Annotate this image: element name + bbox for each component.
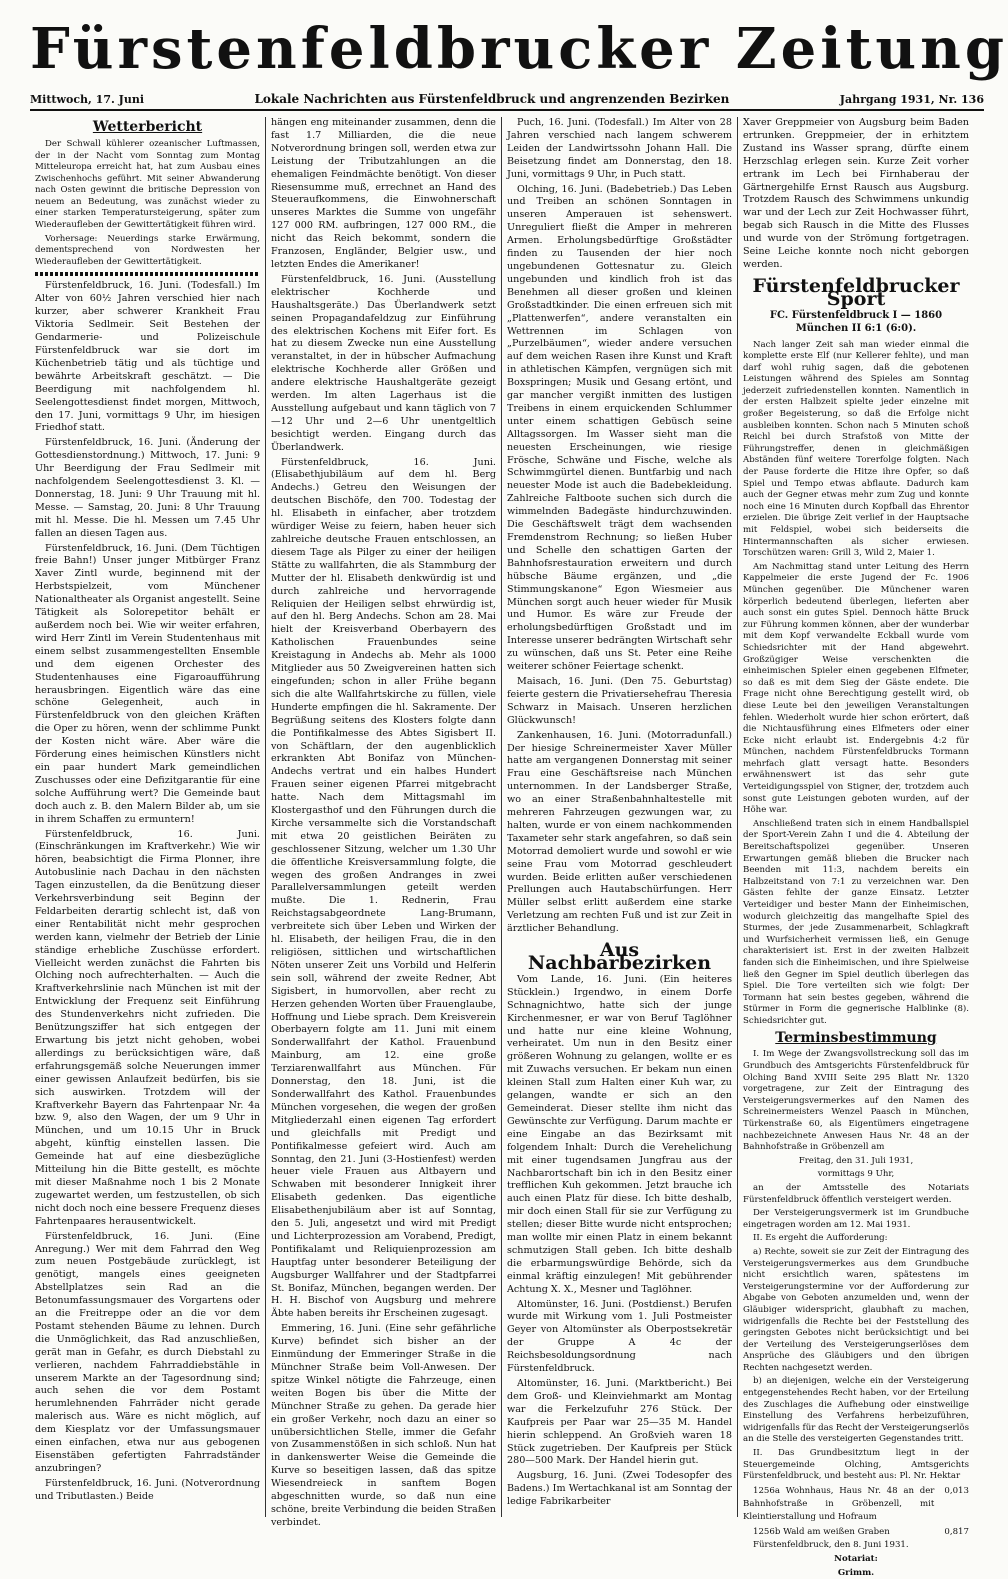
weather-heading: Wetterbericht: [92, 119, 203, 135]
article-paragraph: Am Nachmittag stand unter Leitung des Herrn Kappelmeier die erste Jugend der Fc. 1906 München gegenüber. Die Münchener waren körperlich bedeutend überlegen, lieferten aber auch sonst ein gutes Spiel. Dennoch hätte Bruck zur Führung kommen können, aber der wunderbar mit dem Kopf verwandelte Eckball wurde vom Schiedsrichter mit der Hand abgewehrt. Großzügiger Weise verschenkten die einheimischen Spieler einen gegebenen Elfmeter, so daß es mit dem Sieg der Gäste endete. Die Frage nicht ohne Berechtigung gestellt wird, ob diese Leute bei den jeweiligen Veranstaltungen fehlen. Wiederholt wurde hier schon erörtert, daß die Nichtausführung eines Elfmeters oder einer Ecke nicht erlaubt ist. Endergebnis 4:2 für München, nachdem Fürstenfeldbrucks Tormann mehrfach glatt versagt hatte. Besonders erwähnenswert ist das sehr gute Verteidigungsspiel von Stigner, der, trotzdem auch sonst gute Leistungen geboten wurden, auf der Höhe war.: [743, 561, 969, 816]
column-4: [738, 117, 974, 1578]
weather-forecast: Vorhersage: Neuerdings starke Erwärmung, dementsprechend von Nordwesten her Wiederaufleben der Gewittertätigkeit.: [35, 233, 260, 267]
notice-paragraph: an der Amtsstelle des Notariats Fürstenfeldbruck öffentlich versteigert werden.: [743, 1182, 969, 1205]
weather-text: Der Schwall kühlerer ozeanischer Luftmassen, der in der Nacht vom Sonntag zum Montag Mitteleuropa erreicht hat, hat zum Ausbau eines Zwischenhochs geführt. Mit seiner Abwanderung nach Osten gewinnt die britische Depression von neuem an Bedeutung, was zunächst wieder zu einer starken Temperatursteigerung, später zum Wiederaufleben der Gewittertätigkeit führen wird.: [35, 138, 260, 231]
article-paragraph: hängen eng miteinander zusammen, denn die fast 1.7 Milliarden, die die neue Notverordnung bringen soll, werden etwa zur Leistung der Tributzahlungen an die ehemaligen Feindmächte benötigt. Von dieser Riesensumme muß, errechnet an Hand des Steueraufkommens, die Einwohnerschaft unseres Marktes die Summe von ungefähr 127 000 RM. aufbringen, 127 000 RM., die nicht das Reich bekommt, sondern die Franzosen, Engländer, Belgier usw., und letzten Endes die Amerikaner!: [271, 117, 496, 270]
section-divider: [35, 272, 260, 276]
article-paragraph: Nach langer Zeit sah man wieder einmal die komplette erste Elf (nur Kellerer fehlte), und man darf wohl ruhig sagen, daß die gebotenen Leistungen während des Spieles am Sonntag jederzeit zufriedenstellen konnten. Namentlich in der ersten Halbzeit spielte jeder einzelne mit großer Begeisterung, so daß die Erfolge nicht ausbleiben konnten. Schon nach 5 Minuten schoß Reichl bei durch Strafstoß von Mitte der Führungstreffer, denen in gleichmäßigen Abständen fünf weitere Torerfolge folgten. Nach der Pause forderte die Hitze ihre Opfer, so daß Spiel und Tempo etwas abflaute. Dadurch kam auch der Gegner etwas mehr zum Zug und konnte noch eine 16 Minuten durch Kopfball das Ehrentor erzielen. Die übrige Zeit verlief in der Hauptsache mit Feldspiel, wobei sich beiderseits die Hintermannschaften als sicher erwiesen. Torschützen waren: Grill 3, Wild 2, Maier 1.: [743, 339, 969, 559]
article-paragraph: Fürstenfeldbruck, 16. Juni. (Todesfall.) Im Alter von 60½ Jahren verschied hier nach kurzer, aber schwerer Krankheit Frau Viktoria Sedlmeir. Seit Bestehen der Gendarmerie- und Polizeischule Fürstenfeldbruck war sie dort im Küchenbetrieb tätig und als tüchtige und bewährte Arbeitskraft geschätzt. — Die Beerdigung mit nachfolgendem hl. Seelengottesdienst findet morgen, Mittwoch, den 17. Juni, vormittags 9 Uhr, im hiesigen Friedhof statt.: [35, 280, 260, 434]
article-paragraph: Anschließend traten sich in einem Handballspiel der Sport-Verein Zahn I und die 4. Abteilung der Bereitschaftspolizei gegenüber. Unseren Erwartungen gemäß blieben die Brucker nach Beenden mit 11:3, nachdem bereits ein Halbzeitstand von 7:1 zu verzeichnen war. Den Gästen fehlte der ganze Einsatz. Letzter Verteidiger und bester Mann der Einheimischen, wodurch gleichzeitig das mangelhafte Spiel des Sturmes, der jede Zusammenarbeit, Schlagkraft und Wurfsicherheit vermissen ließ, ein Genuge charakterisiert ist. Erst in der zweiten Halbzeit fanden sich die Einheimischen, und ihre Spielweise ließ den Gegner im Spiel deutlich überlegen das Spiel. Die Tore verteilten sich wie folgt: Der Tormann hat sein bestes gegeben, während die Stürmer in Form die gegnerische Halblinke (8). Schiedsrichter gut.: [743, 818, 969, 1026]
property-label: 1256a Wohnhaus, Haus Nr. 48 an der Bahnhofstraße in Gröbenzell, mit Kleintierstallung und Hofraum: [743, 1485, 935, 1522]
article-paragraph: Fürstenfeldbruck, 16. Juni. (Dem Tüchtigen freie Bahn!) Unser junger Mitbürger Franz Xaver Zintl wurde, beginnend mit der Herbstspielzeit, vom Münchener Nationaltheater als Organist angestellt. Seine Tätigkeit als Solorepetitor behält er außerdem noch bei. Wie wir weiter erfahren, wird Herr Zintl im Verein Studentenhaus mit einem selbst zusammengestellten Ensemble und dem eigenen Orchester des Studentenhauses eine Figaroaufführung herausbringen. Eigentlich wäre das eine schöne Gelegenheit, auch in Fürstenfeldbruck von den gleichen Kräften die Oper zu hören, wenn der schlimme Punkt der Kosten nicht wäre. Aber wäre die Förderung eines heimischen Künstlers nicht ein paar hundert Mark gemeindlichen Zuschusses oder eine Defizitgarantie für eine solche Aufführung wert? Die Gemeinde baut doch auch z. B. den Malern Bilder ab, um sie in ihrem Schaffen zu ermuntern!: [35, 542, 260, 825]
notice-paragraph: II. Das Grundbesitztum liegt in der Steuergemeinde Olching, Amtsgerichts Fürstenfeldbruck, und besteht aus: Pl. Nr. Hektar: [743, 1448, 969, 1482]
article-paragraph: Fürstenfeldbruck, 16. Juni. (Ausstellung elektrischer Kochherde und Haushaltsgeräte.) Das Überlandwerk setzt seinen Propagandafeldzug zur Einführung des elektrischen Kochens mit Eifer fort. Es hat zu diesem Zwecke nun eine Ausstellung veranstaltet, in der in hübscher Aufmachung elektrische Kochherde aller Größen und andere elektrische Haushaltgeräte gezeigt werden. Im alten Lagerhaus ist die Ausstellung aufgebaut und kann täglich von 7—12 Uhr und 2—6 Uhr unentgeltlich besichtigt werden. Eingang durch das Überlandwerk.: [271, 273, 496, 453]
masthead: [30, 8, 1008, 90]
sport-result: FC. Fürstenfeldbruck I — 1860 München II 6:1 (6:0).: [769, 309, 943, 334]
article-paragraph: Augsburg, 16. Juni. (Zwei Todesopfer des Badens.) Im Wertachkanal ist am Sonntag der ledige Fabrikarbeiter: [507, 1470, 732, 1508]
property-area: 0,817: [944, 1526, 969, 1537]
notice-paragraph: I. Im Wege der Zwangsvollstreckung soll das im Grundbuch des Amtsgerichts Fürstenfeldbruck für Olching Band XVIII Seite 295 Blatt Nr. 1320 vorgetragene, zur Zeit der Eintragung des Versteigerungsvermerkes auf den Namen des Schreinermeisters Wenzel Paasch in München, Türkenstraße 60, als Eigentümers eingetragene nachbezeichnete Anwesen Haus Nr. 48 an der Bahnhofstraße in Gröbenzell am: [743, 1049, 969, 1153]
article-paragraph: Vom Lande, 16. Juni. (Ein heiteres Stücklein.) Irgendwo, in einem Dorfe Schnagnichtwo, hatte sich der junge Kirchenmesner, er war von Beruf Taglöhner und hatte nur eine kleine Wohnung, verheiratet. Um nun in den Besitz einer größeren Wohnung zu gelangen, wollte er es mit Zuwachs versuchen. Er bekam nun einen kleinen Stall zum Halten einer Kuh war, zu gelangen, wandte er sich an den Gemeinderat. Dieser stellte ihm nicht das Gewünschte zur Verfügung. Darum machte er eine Eingabe an das Bezirksamt mit folgendem Inhalt: Durch die Verehelichung mit einer tugendsamen Jungfrau aus der Nachbarortschaft bin ich in den Besitz einer trefflichen Kuh gekommen. Jetzt brauche ich auch einen Platz für diese. Ich bitte deshalb, mir doch einen Stall für sie zur Verfügung zu stellen; dieser Bitte wurde nicht entsprochen; man wollte mir einen Platz in einem bekannt schmutzigen Stall geben. Ich bitte deshalb die erbarmungswürdige Behörde, sich da einmal kräftig einzulegen! Mit gebührender Achtung X. X., Mesner und Taglöhner.: [507, 973, 732, 1295]
notary-title: Notariat:: [834, 1554, 878, 1565]
column-2: [266, 117, 502, 1528]
issue-date: Mittwoch, 17. Juni: [30, 93, 145, 106]
auction-date: Freitag, den 31. Juli 1931,: [798, 1155, 914, 1166]
article-paragraph: Fürstenfeldbruck, 16. Juni. (Eine Anregung.) Wer mit dem Fahrrad den Weg zum neuen Postgebäude zurücklegt, ist genötigt, mangels eines geeigneten Abstellplatzes sein Rad an die Betonumfassungsmauer des Vorgartens oder an die Freitreppe oder an die vor dem Postamt stehenden Bäume zu lehnen. Durch die Unmöglichkeit, das Rad anzuschließen, gerät man in Gefahr, es durch Diebstahl zu verlieren, nachdem Fahrraddiebstähle in unserem Markte an der Tagesordnung sind; auch sehen die vor dem Postamt herumlehnenden Fahrräder nicht gerade malerisch aus. Wäre es nicht möglich, auf dem Kiesplatz vor der Umfassungsmauer einen einfachen, etwa nur aus gebogenen Eisenstäben gefertigten Fahrradständer anzubringen?: [35, 1230, 260, 1474]
column-1: [30, 117, 266, 1517]
article-paragraph: Zankenhausen, 16. Juni. (Motorradunfall.) Der hiesige Schreinermeister Xaver Müller hatte am vergangenen Donnerstag mit seiner Frau eine Geschäftsreise nach München unternommen. In der Landsberger Straße, wo an einer Straßenbahnhaltestelle mit mehreren Fahrzeugen gezwungen war, zu halten, wurde er von einem nachkommenden Taxameter sehr stark angefahren, so daß sein Motorrad demoliert wurde und sowohl er wie seine Frau vom Motorrad geschleudert wurden. Beide erlitten außer verschiedenen Prellungen auch Hautabschürfungen. Herr Müller selbst erlitt außerdem eine starke Verletzung am rechten Fuß und ist zur Zeit in ärztlicher Behandlung.: [507, 729, 732, 935]
closing-line: Fürstenfeldbruck, den 8. Juni 1931.: [753, 1540, 909, 1551]
article-columns: [30, 117, 984, 1578]
notary-name: Grimm.: [837, 1567, 875, 1578]
article-paragraph: Fürstenfeldbruck, 16. Juni. (Notverordnung und Tributlasten.) Beide: [35, 1477, 260, 1502]
article-paragraph: Emmering, 16. Juni. (Eine sehr gefährliche Kurve) befindet sich bisher an der Einmündung der Emmeringer Straße in die Münchner Straße beim Voll-Anwesen. Der spitze Winkel nötigte die Fahrzeuge, einen weiten Bogen bis über die Mitte der Münchner Straße zu gehen. Da gerade hier ein großer Verkehr, noch dazu an einer so unübersichtlichen Stelle, immer die Gefahr von Zusammenstößen in sich schloß. Nun hat in dankenswerter Weise die Gemeinde die Kurve so beseitigen lassen, daß das spitze Wiesendreieck in sanftem Bogen abgeschnitten wurde, so daß nun eine schöne, breite Verbindung die beiden Straßen verbindet.: [271, 1323, 496, 1528]
dateline: [30, 90, 984, 111]
property-item: [743, 1485, 969, 1524]
auction-time: vormittags 9 Uhr,: [817, 1169, 895, 1180]
property-label: 1256b Wald am weißen Graben: [753, 1526, 890, 1537]
column-3: [502, 117, 738, 1517]
article-paragraph: Fürstenfeldbruck, 16. Juni. (Elisabethjubiläum auf dem hl. Berg Andechs.) Getreu den Weisungen der deutschen Bischöfe, den 700. Todestag der hl. Elisabeth in einfacher, aber trotzdem würdiger Weise zu feiern, haben heuer sich zahlreiche deutsche Frauen entschlossen, an diesem Tage als Pilger zu einer der heiligen Stätte zu wallfahrten, die als Stammburg der Mutter der hl. Elisabeth denkwürdig ist und durch zahlreiche und hervorragende Reliquien der Heiligen selbst ehrwürdig ist, auf den hl. Berg Andechs. Schon am 28. Mai hielt der Kreisverband Oberbayern des Katholischen Frauenbundes seine Kreistagung in Andechs ab. Mehr als 1000 Mitglieder aus 50 Zweigvereinen hatten sich eingefunden; schon in aller Frühe begann sich die alte Wallfahrtskirche zu füllen, viele Hunderte empfingen die hl. Sakramente. Der Begrüßung seitens des Klosters folgte dann die Pontifikalmesse des Abtes Sigisbert II. von Schäftlarn, der den augenblicklich erkrankten Abt Bonifaz von München-Andechs vertrat und ein halbes Hundert Frauen seiner eigenen Pfarrei mitgebracht hatte. Nach dem Mittagsmahl im Klostergasthof und den Führungen durch die Kirche versammelte sich die Vorstandschaft mit etwa 20 geistlichen Beiräten zu geschlossener Sitzung, welcher um 1.30 Uhr die öffentliche Kreisversammlung folgte, die wegen des großen Andranges in zwei Parallelversammlungen geteilt werden mußte. Die 1. Rednerin, Frau Reichstagsabgeordnete Lang-Brumann, verbreitete sich über Leben und Wirken der hl. Elisabeth, der heiligen Frau, die in den religiösen, sittlichen und wirtschaftlichen Nöten unserer Zeit uns Vorbild und Helferin sein soll, während der zweite Redner, Abt Sigisbert, in humorvollen, aber recht zu Herzen gehenden Worten über Frauenglaube, Hoffnung und Liebe sprach. Dem Kreisverein Oberbayern folgte am 11. Juni mit einem Sonderwallfahrt der Kathol. Frauenbund Mainburg, am 12. eine große Terziarenwallfahrt aus München. Für Donnerstag, den 18. Juni, ist die Sonderwallfahrt des Kathol. Frauenbundes München vorgesehen, die wegen der großen Mitgliederzahl einen eigenen Tag erfordert und gleichfalls mit Predigt und Pontifikalmesse gefeiert wird. Auch am Sonntag, den 21. Juni (3-Hostienfest) werden heuer viele Frauen aus Altbayern und Schwaben mit besonderer Innigkeit ihrer Elisabeth gedenken. Das eigentliche Elisabethenjubiläum aber ist auf Sonntag, den 5. Juli, angesetzt und wird mit Predigt und Lichterprozession am Vorabend, Predigt, Pontifikalamt und Reliquienprozession am Hauptfag unter besonderer Beteiligung der Augsburger Wallfahrer und der Stadtpfarrei St. Bonifaz, München, begangen werden. Der H. H. Bischof von Augsburg und mehrere Äbte haben bereits ihr Erscheinen zugesagt.: [271, 456, 496, 1320]
article-paragraph: Puch, 16. Juni. (Todesfall.) Im Alter von 28 Jahren verschied nach langem schwerem Leiden der Landwirtssohn Johann Hall. Die Beisetzung findet am Donnerstag, den 18. Juni, vormittags 9 Uhr, in Puch statt.: [507, 117, 732, 180]
notice-paragraph: Der Versteigerungsvermerk ist im Grundbuche eingetragen worden am 12. Mai 1931.: [743, 1208, 969, 1230]
article-paragraph: Fürstenfeldbruck, 16. Juni. (Änderung der Gottesdienstordnung.) Mittwoch, 17. Juni: 9 Uhr Beerdigung der Frau Sedlmeir mit nachfolgendem Seelengottesdienst 3. Kl. — Donnerstag, 18. Juni: 9 Uhr Trauung mit hl. Messe. — Samstag, 20. Juni: 8 Uhr Trauung mit hl. Messe. Die hl. Messen um 7.45 Uhr fallen an diesen Tagen aus.: [35, 437, 260, 539]
tagline: Lokale Nachrichten aus Fürstenfeldbruck und angrenzenden Bezirken: [254, 92, 730, 106]
termin-heading: Terminsbestimmung: [775, 1029, 937, 1046]
notice-paragraph: II. Es ergeht die Aufforderung:: [753, 1233, 888, 1244]
notice-paragraph: b) an diejenigen, welche ein der Versteigerung entgegenstehendes Recht haben, vor der Erteilung des Zuschlages die Aufhebung oder einstweilige Einstellung des Verfahrens herbeizuführen, widrigenfalls für das Recht der Versteigerungserlös an die Stelle des versteigerten Gegenstandes tritt.: [743, 1376, 969, 1445]
article-paragraph: Altomünster, 16. Juni. (Marktbericht.) Bei dem Groß- und Kleinviehmarkt am Montag war die Ferkelzufuhr 276 Stück. Der Kaufpreis per Paar war 25—35 M. Handel hierin schleppend. An Großvieh waren 18 Stück zugetrieben. Der Kaufpreis per Stück 280—500 Mark. Der Handel hierin gut.: [507, 1378, 732, 1467]
property-item: [743, 1526, 969, 1539]
newspaper-title: Fürstenfeldbrucker Zeitung: [30, 16, 1008, 82]
article-paragraph: Olching, 16. Juni. (Badebetrieb.) Das Leben und Treiben an schönen Sonntagen in unseren Amperauen ist sehenswert. Unreguliert fließt die Amper in mehreren Armen. Erholungsbedürftige Großstädter finden zu Tausenden der hier noch ungebundenen Gottesnatur zu. Gleich ungebunden und kindlich froh ist das Benehmen all dieser großen und kleinen Großstadtkinder. Die einen erfreuen sich mit „Plattenwerfen“, andere veranstalten ein Wettrennen im Schlagen von „Purzelbäumen“, wieder andere versuchen auf dem weichen Rasen ihre Kunst und Kraft in athletischen Kämpfen, vergnügen sich mit Boxspringen; Musik und Gesang ertönt, und gar mancher vergißt inmitten des lustigen Treibens in einem erquickenden Schlummer unter einem schattigen Gebüsch seine Alltagssorgen. Im Wasser sieht man die neuesten Erscheinungen, wie riesige Frösche, Schwäne und Fische, welche als Schwimmgürtel dienen. Buntfarbig und nach neuester Mode ist auch die Badebekleidung. Zahlreiche Faltboote suchen sich durch die wimmelnden Badegäste hindurchzuwinden. Die Geschäftswelt trägt dem wachsenden Fremdenstrom Rechnung; so ließen Huber und Schelle den schattigen Garten der Bahnhofsrestauration erweitern und durch hübsche Bäume ergänzen, und „die Stimmungskanone“ Egon Wiesmeier aus München sorgt auch heuer wieder für Musik und Humor. Es wäre zur Freude der erholungsbedürftigen Großstadt und im Interesse unserer bedrängten Wirtschaft sehr zu wünschen, daß uns St. Peter eine Reihe weiterer schöner Feiertage schenkt.: [507, 183, 732, 673]
notice-paragraph: a) Rechte, soweit sie zur Zeit der Eintragung des Versteigerungsvermerkes aus dem Grundbuche nicht ersichtlich waren, spätestens im Versteigerungstermine vor der Aufforderung zur Abgabe von Geboten anzumelden und, wenn der Gläubiger widerspricht, glaubhaft zu machen, widrigenfalls die Rechte bei der Feststellung des geringsten Gebotes nicht berücksichtigt und bei der Verteilung des Versteigerungserlöses dem Ansprüche des Gläubigers und den übrigen Rechten nachgesetzt werden.: [743, 1246, 969, 1373]
article-paragraph: Maisach, 16. Juni. (Den 75. Geburtstag) feierte gestern die Privatiersehefrau Theresia Schwarz in Maisach. Unseren herzlichen Glückwunsch!: [507, 675, 732, 726]
article-paragraph: Xaver Greppmeier von Augsburg beim Baden ertrunken. Greppmeier, der in erhitztem Zustand ins Wasser sprang, dürfte einem Herzschlag erlegen sein. Kurze Zeit vorher ertrank im Lech bei Firnhaberau der Gärtnergehilfe Ernst Rausch aus Augsburg. Trotzdem Rausch des Schwimmens unkundig war und der Lech zur Zeit Hochwasser führt, begab sich Rausch in die Mitte des Flusses und wurde von der Strömung fortgetragen. Seine Leiche konnte noch nicht geborgen werden.: [743, 117, 969, 270]
nachbarbezirke-heading: Aus Nachbarbezirken: [527, 939, 712, 974]
article-paragraph: Fürstenfeldbruck, 16. Juni. (Einschränkungen im Kraftverkehr.) Wie wir hören, beabsichtigt die Firma Plonner, ihre Autobuslinie nach Dachau in den nächsten Tagen einzustellen, da die Benützung dieser Verkehrsverbindung seit Beginn der Feldarbeiten derartig schlecht ist, daß von einer Rentabilität nicht mehr gesprochen werden kann, vielmehr der Betrieb der Linie ständige erhebliche Zuschüsse erfordert. Vielleicht werden zunächst die Fahrten bis Olching noch aufrechterhalten. — Auch die Kraftverkehrslinie nach München ist mit der Entwicklung der Frequenz seit Einführung des Stundenverkehrs nicht zufrieden. Die Benützungsziffer hat sich entgegen der Erwartung bis jetzt nicht gehoben, wobei allerdings zu berücksichtigen wäre, daß erfahrungsgemäß solche Neuerungen immer einer gewissen Anlaufzeit bedürfen, bis sie sich auswirken. Trotzdem will der Kraftverkehr Bayern das Fahrtenpaar Nr. 4a bzw. 9, also den Wagen, der um 9 Uhr in München, und um 10.15 Uhr in Bruck abgeht, künftig einstellen lassen. Die Gemeinde hat auf eine diesbezügliche Mitteilung hin die Bitte gestellt, es möchte mit dieser Maßnahme noch 1 bis 2 Monate zugewartet werden, um festzustellen, ob sich nicht doch noch eine bessere Frequenz dieses Fahrtenpaares herausentwickelt.: [35, 828, 260, 1227]
article-paragraph: Altomünster, 16. Juni. (Postdienst.) Berufen wurde mit Wirkung vom 1. Juli Postmeister Geyer von Altomünster als Oberpostsekretär der Gruppe A 4c der Reichsbesoldungsordnung nach Fürstenfeldbruck.: [507, 1298, 732, 1375]
sport-heading: Fürstenfeldbrucker Sport: [752, 274, 960, 310]
issue-number: Jahrgang 1931, Nr. 136: [839, 93, 984, 106]
property-area: 0,013: [944, 1485, 969, 1496]
